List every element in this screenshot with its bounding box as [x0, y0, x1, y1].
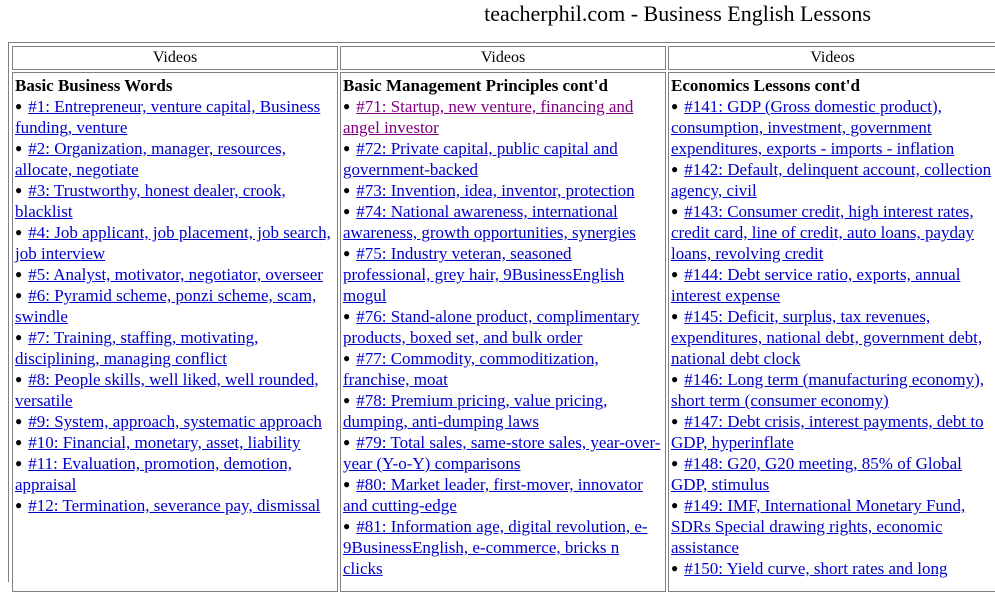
lesson-link[interactable]: #150: Yield curve, short rates and long — [684, 559, 948, 578]
bullet-icon: ● — [343, 204, 351, 218]
list-item — [671, 264, 994, 306]
lesson-link[interactable]: #72: Private capital, public capital and government-backed — [343, 139, 618, 179]
lesson-link[interactable]: #146: Long term (manufacturing economy), short term (consumer economy) — [671, 370, 985, 410]
bullet-icon: ● — [671, 267, 679, 281]
bullet-icon: ● — [15, 183, 23, 197]
lesson-link[interactable]: #5: Analyst, motivator, negotiator, overseer — [28, 265, 323, 284]
list-item — [343, 201, 663, 243]
list-item — [343, 180, 663, 201]
list-item — [343, 96, 663, 138]
list-item — [15, 180, 335, 222]
column-basic-management-principles — [340, 72, 666, 592]
bullet-icon: ● — [343, 435, 351, 449]
list-item — [15, 96, 335, 138]
bullet-icon: ● — [671, 309, 679, 323]
column-header: Videos — [668, 46, 995, 70]
list-item — [15, 327, 335, 369]
bullet-icon: ● — [343, 351, 351, 365]
lesson-link[interactable]: #3: Trustworthy, honest dealer, crook, blacklist — [15, 181, 286, 221]
bullet-icon: ● — [15, 330, 23, 344]
bullet-icon: ● — [15, 99, 23, 113]
bullet-icon: ● — [15, 498, 23, 512]
bullet-icon: ● — [15, 435, 23, 449]
lesson-link[interactable]: #75: Industry veteran, seasoned professional, grey hair, 9BusinessEnglish mogul — [343, 244, 625, 305]
lesson-link[interactable]: #77: Commodity, commoditization, franchise, moat — [343, 349, 599, 389]
list-item — [15, 285, 335, 327]
bullet-icon: ● — [15, 372, 23, 386]
bullet-icon: ● — [343, 393, 351, 407]
bullet-icon: ● — [671, 162, 679, 176]
bullet-icon: ● — [671, 414, 679, 428]
section-title: Economics Lessons cont'd — [671, 76, 860, 95]
list-item — [343, 348, 663, 390]
bullet-icon: ● — [15, 414, 23, 428]
lesson-link[interactable]: #12: Termination, severance pay, dismissal — [28, 496, 321, 515]
lesson-link[interactable]: #7: Training, staffing, motivating, disciplining, managing conflict — [15, 328, 259, 368]
page-title: teacherphil.com - Business English Lessons — [484, 1, 871, 26]
list-item — [671, 96, 994, 159]
lesson-link[interactable]: #11: Evaluation, promotion, demotion, appraisal — [15, 454, 293, 494]
lesson-link[interactable]: #71: Startup, new venture, financing and angel investor — [343, 97, 634, 137]
list-item — [671, 201, 994, 264]
bullet-icon: ● — [15, 225, 23, 239]
lesson-link[interactable]: #78: Premium pricing, value pricing, dumping, anti-dumping laws — [343, 391, 608, 431]
column-header: Videos — [340, 46, 666, 70]
list-item — [343, 138, 663, 180]
bullet-icon: ● — [343, 99, 351, 113]
lesson-link[interactable]: #81: Information age, digital revolution, e-9BusinessEnglish, e-commerce, bricks n clicks — [343, 517, 648, 578]
lesson-link[interactable]: #73: Invention, idea, inventor, protection — [356, 181, 635, 200]
lesson-link[interactable]: #2: Organization, manager, resources, allocate, negotiate — [15, 139, 286, 179]
bullet-icon: ● — [15, 267, 23, 281]
bullet-icon: ● — [671, 99, 679, 113]
list-item — [671, 159, 994, 201]
lesson-link[interactable]: #149: IMF, International Monetary Fund, SDRs Special drawing rights, economic assistance — [671, 496, 966, 557]
list-item — [343, 306, 663, 348]
lesson-link[interactable]: #1: Entrepreneur, venture capital, Business funding, venture — [15, 97, 321, 137]
list-item — [15, 222, 335, 264]
lesson-list — [671, 96, 994, 579]
list-item — [671, 495, 994, 558]
list-item — [671, 369, 994, 411]
bullet-icon: ● — [671, 498, 679, 512]
list-item — [671, 306, 994, 369]
section-title: Basic Management Principles cont'd — [343, 76, 608, 95]
lesson-link[interactable]: #10: Financial, monetary, asset, liability — [28, 433, 301, 452]
lesson-list — [343, 96, 663, 579]
lesson-link[interactable]: #142: Default, delinquent account, collection agency, civil — [671, 160, 992, 200]
bullet-icon: ● — [15, 141, 23, 155]
lesson-link[interactable]: #148: G20, G20 meeting, 85% of Global GDP, stimulus — [671, 454, 962, 494]
lesson-link[interactable]: #74: National awareness, international awareness, growth opportunities, synergies — [343, 202, 636, 242]
list-item — [15, 432, 335, 453]
list-item — [343, 432, 663, 474]
bullet-icon: ● — [15, 456, 23, 470]
list-item — [671, 411, 994, 453]
lesson-link[interactable]: #143: Consumer credit, high interest rates, credit card, line of credit, auto loans, payday loans, revolving credit — [671, 202, 975, 263]
lesson-link[interactable]: #141: GDP (Gross domestic product), consumption, investment, government expenditures, exports - imports - inflation — [671, 97, 955, 158]
lesson-link[interactable]: #147: Debt crisis, interest payments, debt to GDP, hyperinflate — [671, 412, 984, 452]
list-item — [15, 264, 335, 285]
lesson-list — [15, 96, 335, 516]
lesson-link[interactable]: #144: Debt service ratio, exports, annual interest expense — [671, 265, 961, 305]
bullet-icon: ● — [343, 141, 351, 155]
lesson-link[interactable]: #80: Market leader, first-mover, innovator and cutting-edge — [343, 475, 643, 515]
lesson-link[interactable]: #4: Job applicant, job placement, job search, job interview — [15, 223, 331, 263]
list-item — [343, 390, 663, 432]
lesson-link[interactable]: #9: System, approach, systematic approach — [28, 412, 322, 431]
list-item — [671, 453, 994, 495]
lesson-link[interactable]: #6: Pyramid scheme, ponzi scheme, scam, swindle — [15, 286, 317, 326]
list-item — [15, 453, 335, 495]
lesson-link[interactable]: #79: Total sales, same-store sales, year-over-year (Y-o-Y) comparisons — [343, 433, 661, 473]
bullet-icon: ● — [343, 519, 351, 533]
list-item — [15, 495, 335, 516]
bullet-icon: ● — [343, 246, 351, 260]
bullet-icon: ● — [343, 309, 351, 323]
section-title: Basic Business Words — [15, 76, 173, 95]
column-header: Videos — [12, 46, 338, 70]
lesson-link[interactable]: #145: Deficit, surplus, tax revenues, expenditures, national debt, government debt, national debt clock — [671, 307, 983, 368]
lesson-link[interactable]: #76: Stand-alone product, complimentary products, boxed set, and bulk order — [343, 307, 640, 347]
lessons-table — [8, 42, 995, 582]
bullet-icon: ● — [343, 183, 351, 197]
bullet-icon: ● — [671, 204, 679, 218]
column-basic-business-words — [12, 72, 338, 592]
lesson-link[interactable]: #8: People skills, well liked, well rounded, versatile — [15, 370, 319, 410]
list-item — [15, 369, 335, 411]
list-item — [15, 411, 335, 432]
list-item — [343, 243, 663, 306]
list-item — [343, 474, 663, 516]
bullet-icon: ● — [343, 477, 351, 491]
bullet-icon: ● — [15, 288, 23, 302]
bullet-icon: ● — [671, 372, 679, 386]
bullet-icon: ● — [671, 456, 679, 470]
list-item — [671, 558, 994, 579]
bullet-icon: ● — [671, 561, 679, 575]
list-item — [15, 138, 335, 180]
column-economics-lessons — [668, 72, 995, 592]
